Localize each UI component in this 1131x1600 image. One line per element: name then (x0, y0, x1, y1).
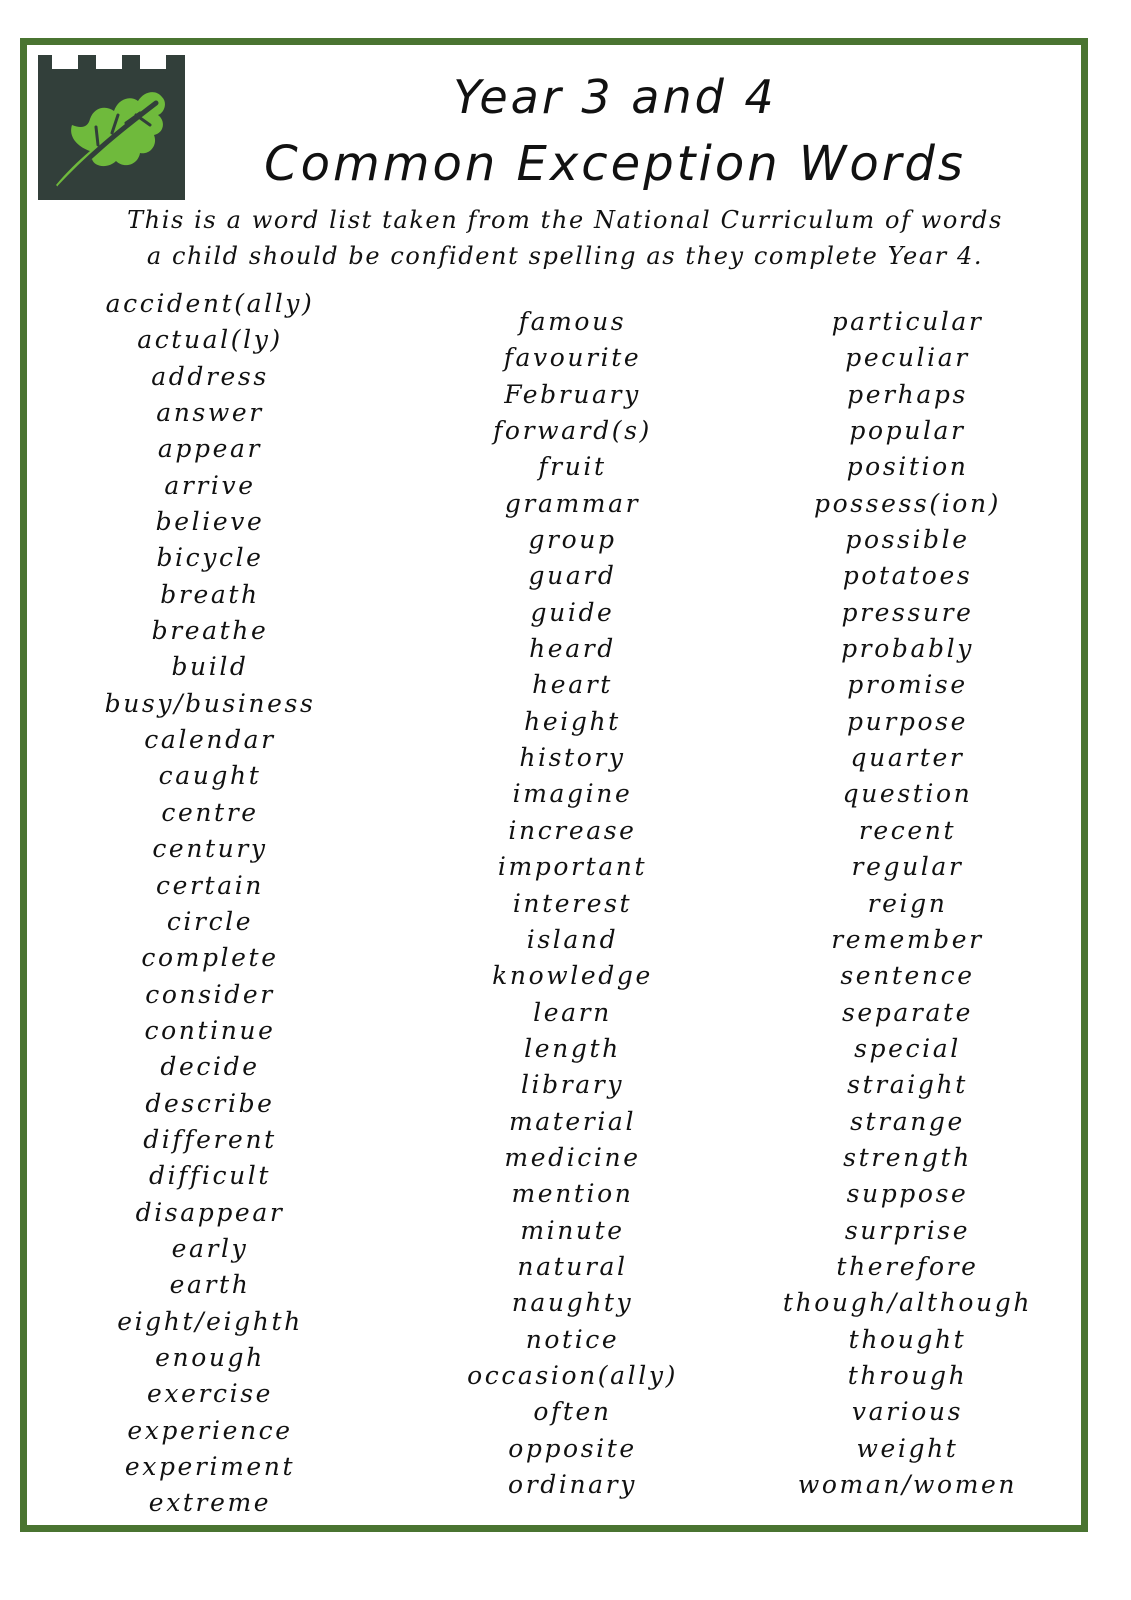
word-item: circle (166, 906, 254, 936)
word-item: medicine (504, 1142, 641, 1172)
word-item: suppose (846, 1179, 969, 1209)
word-item: regular (851, 852, 964, 882)
word-item: actual(ly) (137, 325, 283, 355)
word-item: often (533, 1397, 612, 1427)
word-item: fruit (538, 452, 607, 482)
word-item: early (171, 1233, 249, 1263)
word-item: accident(ally) (105, 289, 315, 318)
word-item: possible (845, 525, 970, 555)
word-column-3 (735, 304, 1080, 1503)
word-item: build (171, 652, 249, 682)
word-item: different (143, 1124, 277, 1154)
word-item: particular (831, 307, 984, 336)
word-item: extreme (148, 1488, 272, 1518)
word-item: though/although (782, 1288, 1033, 1318)
word-item: perhaps (847, 379, 968, 409)
word-item: caught (158, 761, 262, 791)
word-item: arrive (164, 470, 256, 500)
word-item: quarter (850, 743, 965, 773)
word-item: reign (867, 888, 948, 918)
word-item: busy/business (104, 688, 316, 718)
word-item: special (854, 1033, 961, 1063)
word-item: potatoes (842, 561, 973, 591)
word-item: purpose (847, 706, 968, 736)
word-item: therefore (836, 1251, 979, 1281)
word-item: imagine (512, 779, 633, 809)
word-item: length (524, 1033, 621, 1063)
word-item: probably (841, 634, 974, 664)
word-item: recent (858, 815, 957, 845)
word-item: earth (169, 1270, 251, 1300)
word-item: material (508, 1106, 637, 1136)
word-item: through (847, 1360, 968, 1390)
word-item: natural (517, 1251, 628, 1281)
word-item: February (504, 379, 641, 409)
word-item: heard (529, 634, 616, 664)
word-item: naughty (511, 1288, 634, 1318)
word-item: strength (843, 1142, 972, 1172)
word-item: knowledge (492, 961, 653, 991)
word-item: favourite (503, 343, 642, 373)
word-item: sentence (840, 961, 975, 991)
word-item: breathe (151, 616, 269, 646)
word-item: increase (508, 815, 637, 845)
word-column-2 (400, 304, 745, 1503)
word-item: centre (161, 797, 259, 827)
word-item: library (520, 1070, 625, 1100)
word-item: mention (511, 1179, 634, 1209)
word-item: promise (847, 670, 968, 700)
word-item: island (526, 924, 619, 954)
word-item: famous (518, 307, 627, 336)
word-item: exercise (146, 1379, 274, 1409)
word-item: guard (528, 561, 617, 591)
word-item: decide (160, 1052, 260, 1082)
word-item: difficult (148, 1161, 272, 1191)
word-item: various (851, 1397, 964, 1427)
word-item: surprise (844, 1215, 971, 1245)
word-item: guide (530, 597, 615, 627)
word-item: woman/women (797, 1470, 1018, 1499)
word-item: heart (532, 670, 613, 700)
word-item: question (842, 779, 973, 809)
word-item: learn (533, 997, 612, 1027)
word-item: important (497, 852, 648, 882)
word-item: occasion(ally) (467, 1360, 678, 1390)
word-item: interest (512, 888, 633, 918)
intro-line-1: This is a word list taken from the National Curriculum of words (127, 206, 1003, 234)
word-item: describe (145, 1088, 275, 1118)
intro-line-2: a child should be confident spelling as they complete Year 4. (146, 242, 984, 270)
word-item: believe (155, 507, 265, 537)
word-item: popular (849, 416, 966, 446)
word-item: remember (831, 924, 984, 954)
word-item: height (524, 706, 621, 736)
word-item: group (528, 525, 617, 555)
word-item: peculiar (845, 343, 970, 373)
word-item: consider (145, 979, 275, 1009)
word-item: thought (848, 1324, 967, 1354)
word-item: experience (127, 1415, 293, 1445)
word-item: position (846, 452, 969, 482)
word-item: address (151, 361, 269, 391)
word-item: possess(ion) (813, 488, 1002, 518)
word-item: notice (525, 1324, 620, 1354)
word-item: opposite (508, 1433, 637, 1463)
title-line-1: Year 3 and 4 (453, 70, 777, 124)
word-item: straight (847, 1070, 968, 1100)
word-item: calendar (144, 725, 276, 755)
word-item: century (152, 834, 268, 864)
word-item: enough (155, 1342, 265, 1372)
title-line-2: Common Exception Words (264, 136, 966, 192)
word-item: certain (156, 870, 264, 900)
word-item: experiment (124, 1452, 296, 1481)
word-item: forward(s) (493, 416, 652, 446)
word-item: history (519, 743, 626, 773)
word-item: complete (141, 943, 279, 973)
word-item: disappear (135, 1197, 285, 1227)
word-item: pressure (841, 597, 974, 627)
word-item: eight/eighth (117, 1306, 303, 1336)
word-item: breath (160, 579, 260, 609)
word-item: weight (856, 1433, 959, 1463)
word-item: appear (157, 434, 263, 464)
castle-leaf-icon (38, 55, 185, 200)
word-column-1 (40, 286, 380, 1522)
word-item: minute (520, 1215, 625, 1245)
word-item: bicycle (156, 543, 264, 573)
word-item: strange (850, 1106, 965, 1136)
word-item: separate (841, 997, 974, 1027)
word-item: answer (156, 398, 264, 428)
word-item: ordinary (508, 1470, 637, 1499)
word-item: grammar (504, 488, 641, 518)
word-item: continue (144, 1015, 276, 1045)
